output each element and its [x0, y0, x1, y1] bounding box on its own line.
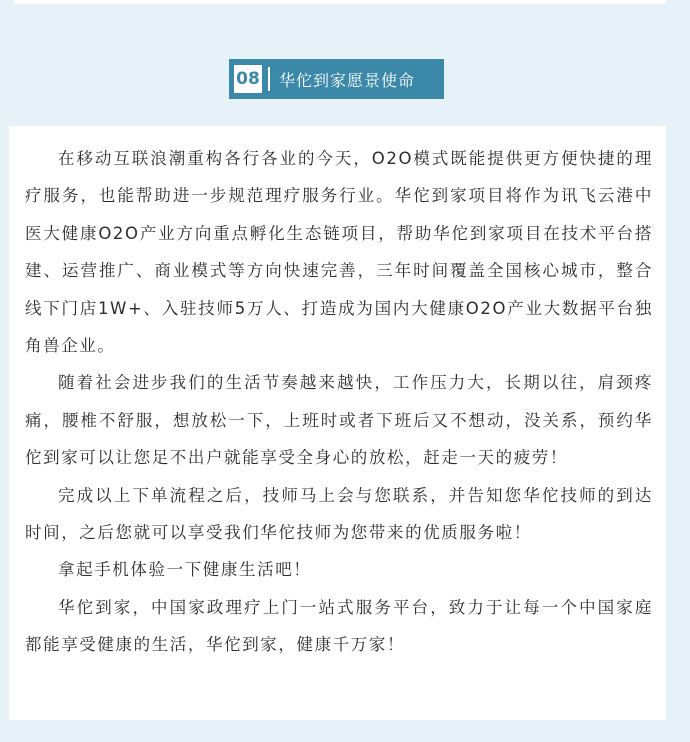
section-title: 华佗到家愿景使命	[279, 70, 416, 90]
paragraph-mission: 华佗到家，中国家政理疗上门一站式服务平台，致力于让每一个中国家庭都能享受健康的生活，华佗到家，健康千万家！	[25, 597, 653, 655]
paragraph-lifestyle: 随着社会进步我们的生活节奏越来越快，工作压力大，长期以往，肩颈疼痛，腰椎不舒服，想放松一下，上班时或者下班后又不想动，没关系，预约华佗到家可以让您足不出户就能享受全身心的放松，赶走一天的疲劳！	[25, 373, 653, 468]
paragraph-service-flow: 完成以上下单流程之后，技师马上会与您联系，并告知您华佗技师的到达时间，之后您就可以享受我们华佗技师为您带来的优质服务啦！	[25, 485, 653, 543]
heading-divider	[268, 67, 270, 91]
section-heading	[229, 59, 444, 99]
section-number-badge: 08	[234, 65, 262, 93]
article-body	[25, 140, 653, 664]
paragraph-intro: 在移动互联浪潮重构各行各业的今天，O2O模式既能提供更方便快捷的理疗服务，也能帮助进一步规范理疗服务行业。华佗到家项目将作为讯飞云港中医大健康O2O产业方向重点孵化生态链项目，帮助华佗到家项目在技术平台搭建、运营推广、商业模式等方向快速完善，三年时间覆盖全国核心城市，整合线下门店1W+、入驻技师5万人、打造成为国内大健康O2O产业大数据平台独角兽企业。	[25, 149, 653, 356]
content-card	[9, 126, 666, 720]
paragraph-call-to-action: 拿起手机体验一下健康生活吧！	[58, 560, 312, 580]
previous-section-card	[14, 0, 666, 4]
